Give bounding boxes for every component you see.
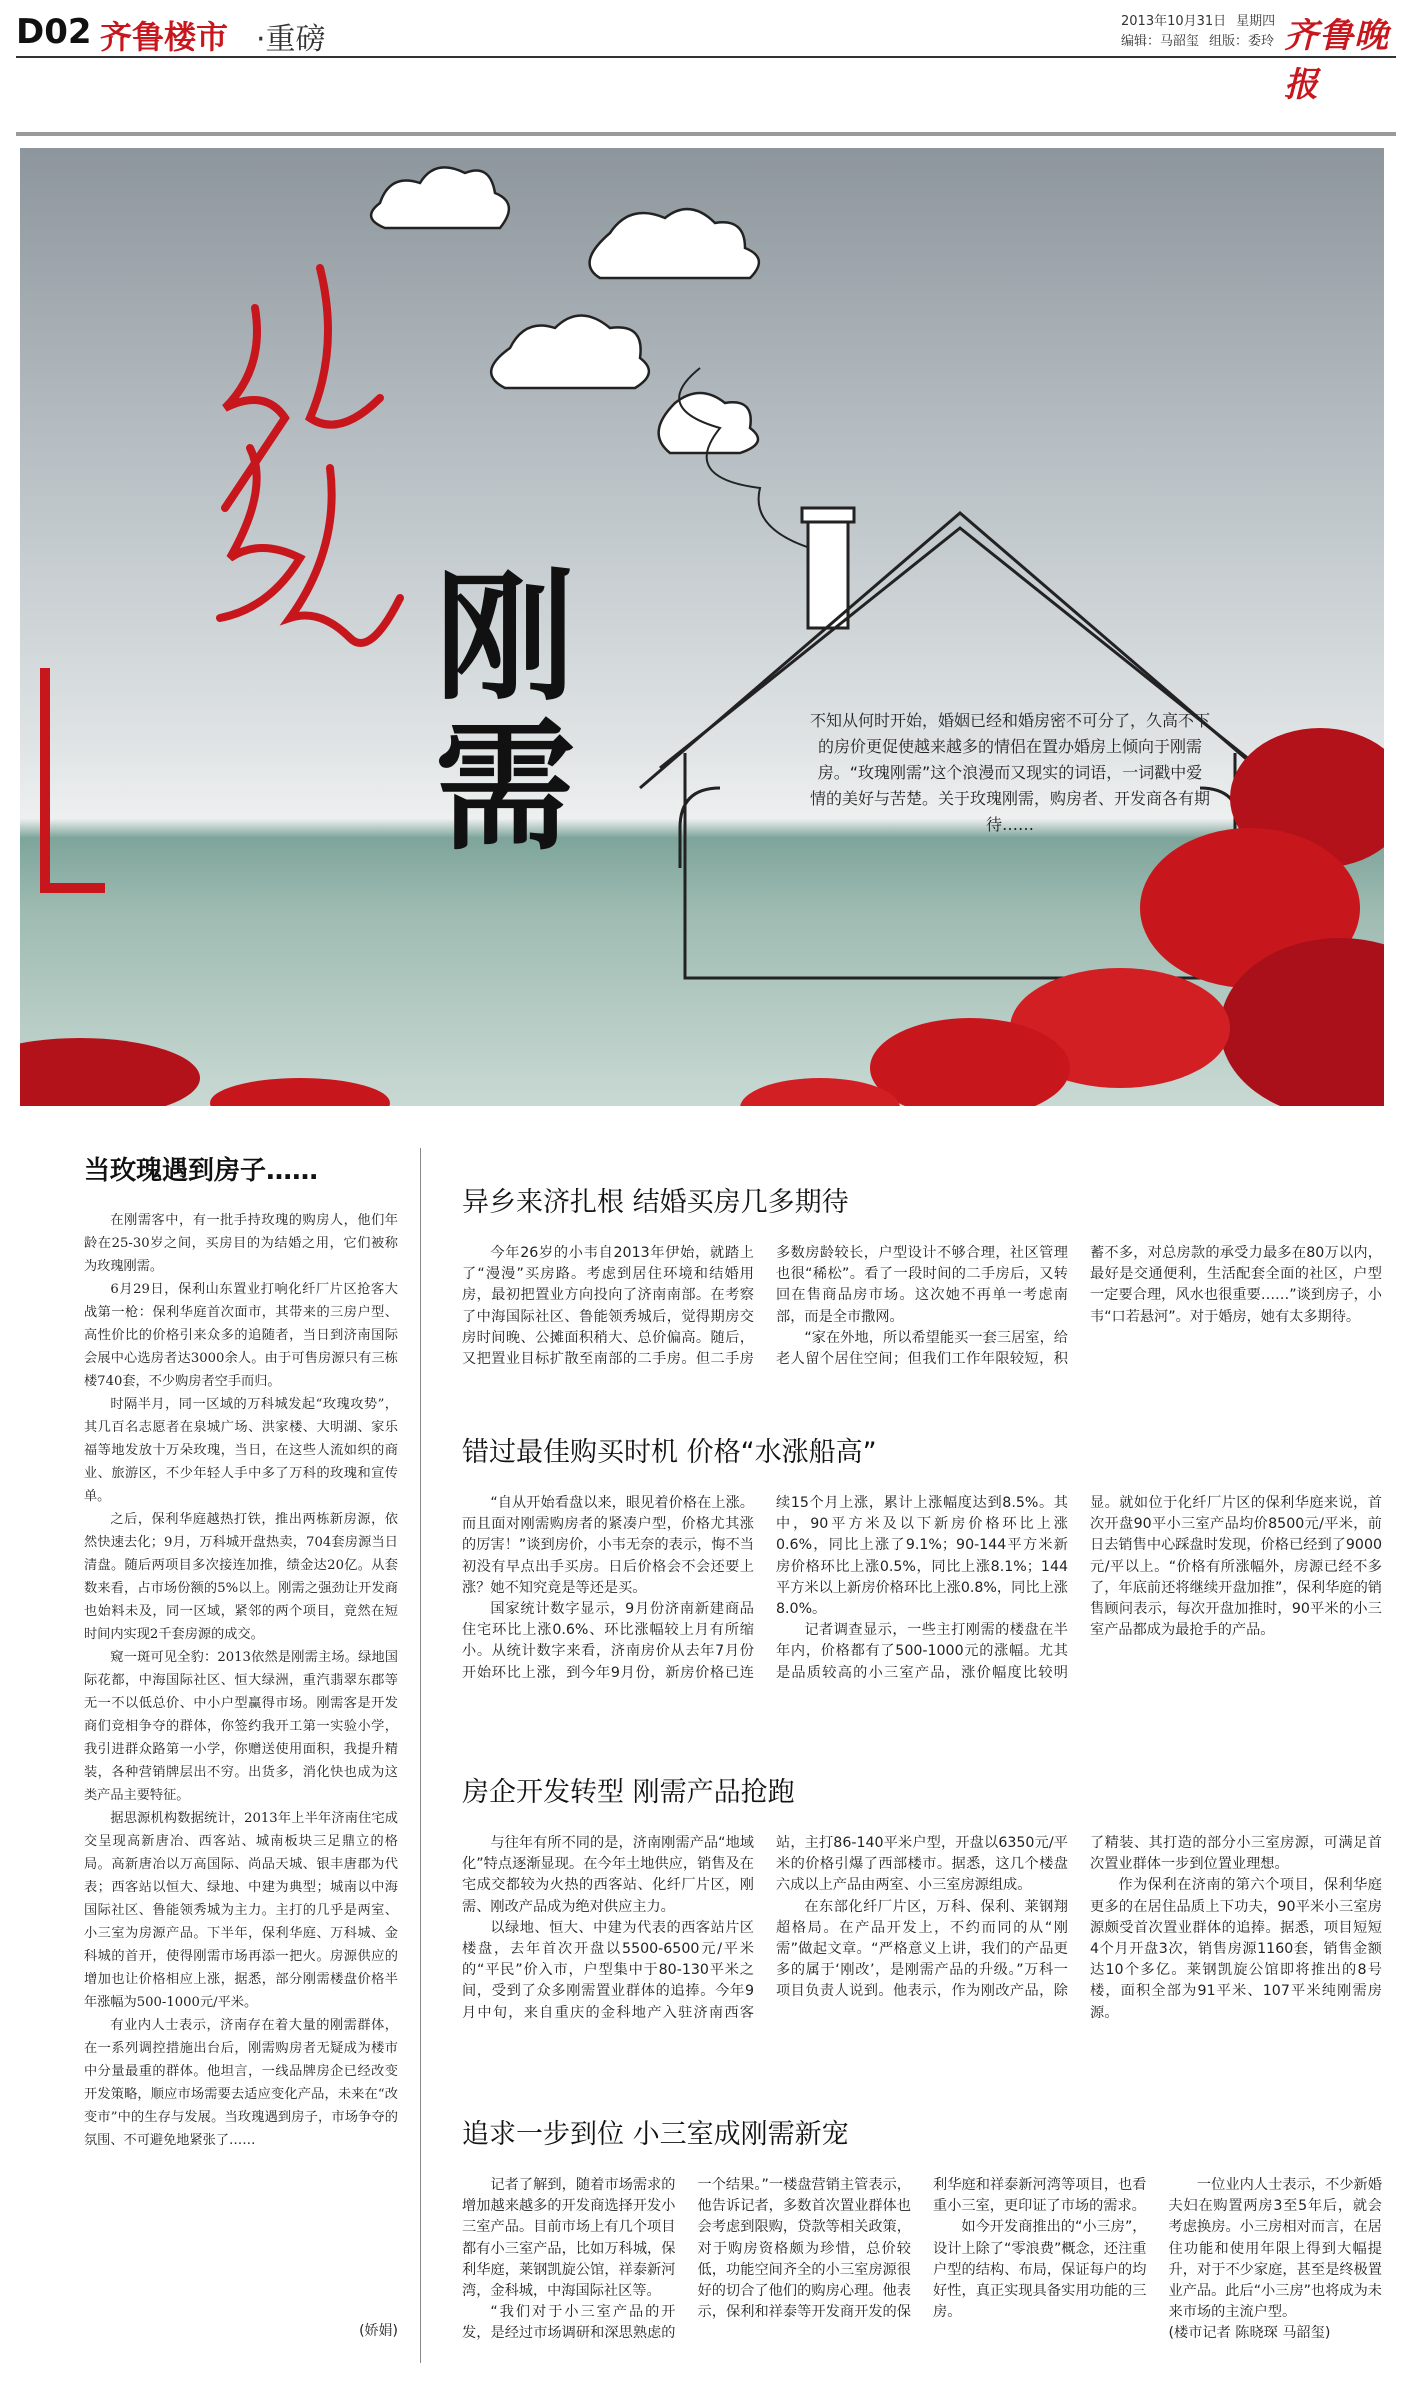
paragraph: 时隔半月，同一区域的万科城发起“玫瑰攻势”，其几百名志愿者在泉城广场、洪家楼、大明湖、家乐福等地发放十万朵玫瑰，当日，在这些人流如织的商业、旅游区，不少年轻人手中多了万科的玫瑰和宣传单。: [84, 1397, 398, 1504]
hero-intro: 不知从何时开始，婚姻已经和婚房密不可分了，久高不下的房价更促使越来越多的情侣在置办婚房上倾向于刚需房。“玫瑰刚需”这个浪漫而又现实的词语，一词戳中爱情的美好与苦楚。关于玫瑰刚需，购房者、开发商各有期待……: [810, 711, 1211, 834]
header-meta: [1121, 12, 1285, 52]
paragraph: “自从开始看盘以来，眼见着价格在上涨。而且面对刚需购房者的紧凑户型，价格尤其涨的厉害！”谈到房价，小韦无奈的表示，悔不当初没有早点出手买房。日后价格会不会还要上涨？她不知究竟是等还是买。: [462, 1495, 754, 1596]
paragraph: 记者调查显示，一些主打刚需的楼盘在半年内，价格都有了500-1000元的涨幅。尤其是品质较高的小三室产品，涨价幅度比较明显。就如位于化纤厂片区的保利华庭来说，首次开盘90平小三室产品均价8500元/平米，前日去销售中心踩盘时发现，价格已经到了9000元/平以上。“价格有所涨幅外，房源已经不多了，年底前还将继续开盘加推”，保利华庭的销售顾问表示，每次开盘加推时，90平米的小三室产品都成为最抢手的产品。: [776, 1495, 1382, 1681]
section-title: 齐鲁楼市: [100, 18, 229, 56]
article-title: 异乡来济扎根 结婚买房几多期待: [462, 1187, 849, 1218]
article-2: [462, 1430, 1382, 1684]
paragraph: 国家统计数字显示，9月份济南新建商品住宅环比上涨0.6%、环比涨幅较上月有所缩小。从统计数字来看，济南房价从去年7月份开始环比上涨，到今年9月份，新房价格已连续15个月上涨，累计上涨幅度达到8.5%。其中，90平方米及以下新房价格环比上涨0.6%，同比上涨了9.1%；90-144平方米新房价格环比上涨0.5%，同比上涨8.1%；144平方米以上新房价格环比上涨0.8%，同比上涨8.0%。: [462, 1495, 1068, 1681]
paragraph: 据思源机构数据统计，2013年上半年济南住宅成交呈现高新唐冶、西客站、城南板块三足鼎立的格局。高新唐冶以万高国际、尚品天城、银丰唐郡为代表；西客站以恒大、绿地、中建为典型；城南以中海国际社区、鲁能领秀城为主力。主打的几乎是两室、小三室为房源产品。下半年，保利华庭、万科城、金科城的首开，使得刚需市场再添一把火。房源供应的增加也让价格相应上涨，据悉，部分刚需楼盘价格半年涨幅为500-1000元/平米。: [84, 1811, 398, 2010]
hero-title-xu: 需: [435, 706, 576, 870]
left-column: [84, 1150, 398, 2339]
newspaper-logo: 齐鲁晚报: [1284, 16, 1389, 105]
paragraph: 有业内人士表示，济南存在着大量的刚需群体，在一系列调控措施出台后，刚需购房者无疑成为楼市中分量最重的群体。他坦言，一线品牌房企已经改变开发策略，顺应市场需要去适应变化产品，未来在“改变市”中的生存与发展。当玫瑰遇到房子，市场争夺的氛围、不可避免地紧张了……: [84, 2018, 398, 2148]
article-body: [462, 1833, 1382, 2024]
article-body: [462, 1243, 1382, 1370]
page-header: [16, 6, 1396, 105]
hero-illustration: [20, 148, 1384, 1106]
article-signature: (楼市记者 陈晓琛 马韶玺): [1168, 2325, 1331, 2342]
issue-date: 2013年10月31日: [1121, 14, 1227, 29]
article-4: [462, 2112, 1382, 2345]
paragraph: 如今开发商推出的“小三房”，设计上除了“零浪费”概念，还注重户型的结构、布局，保证每户的均好性，真正实现具备实用功能的三房。: [933, 2219, 1147, 2321]
paragraph: 作为保利在济南的第六个项目，保利华庭更多的在居住品质上下功夫，90平米小三室房源颇受首次置业群体的追捧。据悉，项目短短4个月开盘3次，销售房源1160套，销售金额达10个多亿。莱钢凯旋公馆即将推出的8号楼，面积全部为91平米、107平米纯刚需房源。: [1090, 1877, 1382, 2021]
issue-weekday: 星期四: [1236, 14, 1276, 29]
left-body: [84, 1209, 398, 2152]
paragraph: 与往年有所不同的是，济南刚需产品“地域化”特点逐渐显现。在今年土地供应，销售及在宅成交都较为火热的西客站、化纤厂片区，刚需、刚改产品成为绝对供应主力。: [462, 1835, 754, 1915]
paragraph: 以绿地、恒大、中建为代表的西客站片区楼盘，去年首次开盘以5500-6500元/平米的“平民”价入市，户型集中于80-130平米之间，受到了众多刚需置业群体的追捧。今年9月中旬，来自重庆的金科地产入驻济南西客站，主打86-140平米户型，开盘以6350元/平米的价格引爆了西部楼市。据悉，这几个楼盘六成以上产品由两室、小三室房源组成。: [462, 1835, 1068, 2021]
paragraph: 今年26岁的小韦自2013年伊始，就踏上了“漫漫”买房路。考虑到居住环境和结婚用房，最初把置业方向投向了济南南部。在考察了中海国际社区、鲁能领秀城后，觉得期房交房时间晚、公摊面积稍大、总价偏高。随后，又把置业目标扩散至南部的二手房。但二手房多数房龄较长，户型设计不够合理，社区管理也很“稀松”。看了一段时间的二手房后，又转回在售商品房市场。这次她不再单一考虑南部，而是全市撒网。: [462, 1245, 1068, 1368]
layout-credit: 组版：委玲: [1209, 34, 1275, 49]
paragraph: 窥一斑可见全豹：2013依然是刚需主场。绿地国际花都，中海国际社区、恒大绿洲，重汽翡翠东郡等无一不以低总价、中小户型赢得市场。刚需客是开发商们竞相争夺的群体，你签约我开工第一实验小学，我引进群众路第一小学，你赠送使用面积，我提升精装，各种营销牌层出不穷。出货多，消化快也成为这类产品主要特征。: [84, 1650, 398, 1803]
left-signature: (娇娟): [359, 2323, 398, 2339]
page-number: D02: [16, 12, 92, 52]
article-title: 房企开发转型 刚需产品抢跑: [462, 1777, 795, 1808]
paragraph: 在刚需客中，有一批手持玫瑰的购房人，他们年龄在25-30岁之间，买房目的为结婚之用，它们被称为玫瑰刚需。: [84, 1213, 398, 1274]
divider: [16, 132, 1396, 136]
article-3: [462, 1770, 1382, 2024]
section-subtitle: ·重磅: [256, 22, 326, 57]
editor-credit: 编辑：马韶玺: [1121, 34, 1200, 49]
hero-artwork: [20, 148, 1384, 1106]
paragraph: 一位业内人士表示，不少新婚夫妇在购置两房3至5年后，就会考虑换房。小三房相对而言，在居住功能和使用年限上得到大幅提升，对于不少家庭，甚至是终极置业产品。此后“小三房”也将成为未来市场的主流户型。: [1168, 2177, 1382, 2321]
article-body: [462, 2175, 1382, 2345]
paragraph: “家在外地，所以希望能买一套三居室，给老人留个居住空间；但我们工作年限较短，积蓄不多，对总房款的承受力最多在80万以内，最好是交通便利，生活配套全面的社区，户型一定要合理，风水也很重要……”谈到房子，小韦“口若悬河”。对于婚房，她有太多期待。: [776, 1245, 1382, 1368]
column-divider: [420, 1148, 421, 2363]
article-title: 追求一步到位 小三室成刚需新宠: [462, 2119, 849, 2150]
rose-title-calligraphy: [220, 268, 400, 643]
article-body: [462, 1493, 1382, 1684]
paragraph: 在东部化纤厂片区，万科、保利、莱钢翔超格局。在产品开发上，不约而同的从“刚需”做起文章。“严格意义上讲，我们的产品更多的属于‘刚改’，是刚需产品的升级。”万科一项目负责人说到。他表示，作为刚改产品，除了精装、其打造的部分小三室房源，可满足首次置业群体一步到位置业理想。: [776, 1835, 1382, 2000]
paragraph: 记者了解到，随着市场需求的增加越来越多的开发商选择开发小三室产品。目前市场上有几个项目都有小三室产品，比如万科城，保利华庭，莱钢凯旋公馆，祥泰新河湾，金科城，中海国际社区等。: [462, 2177, 676, 2300]
clouds-drawing: [371, 167, 759, 453]
paragraph: 6月29日，保利山东置业打响化纤厂片区抢客大战第一枪：保利华庭首次面市，其带来的三房户型、高性价比的价格引来众多的追随者，当日到济南国际会展中心选房者达3000余人。由于可售房源只有三栋楼740套，不少购房者空手而归。: [84, 1282, 398, 1389]
paragraph: 之后，保利华庭越热打铁，推出两栋新房源，依然快速去化；9月，万科城开盘热卖，704套房源当日清盘。随后两项目多次接连加推，绩金达20亿。从套数来看，占市场份额的5%以上。刚需之强劲让开发商也始料未及，同一区域，紧邻的两个项目，竟然在短时间内实现2千套房源的成交。: [84, 1512, 398, 1642]
article-title: 错过最佳购买时机 价格“水涨船高”: [462, 1437, 877, 1468]
paragraph: “我们对于小三室产品的开发，是经过市场调研和深思熟虑的一个结果。”一楼盘营销主管表示，他告诉记者，多数首次置业群体也会考虑到限购，贷款等相关政策，对于购房资格颇为珍惜，总价较低，功能空间齐全的小三室房源很好的切合了他们的购房心理。他表示，保利和祥泰等开发商开发的保利华庭和祥泰新河湾等项目，也看重小三室，更印证了市场的需求。: [462, 2177, 1147, 2342]
article-1: [462, 1180, 1382, 1370]
hero-title-gang: 刚: [435, 556, 576, 720]
left-title: 当玫瑰遇到房子……: [84, 1156, 319, 1186]
